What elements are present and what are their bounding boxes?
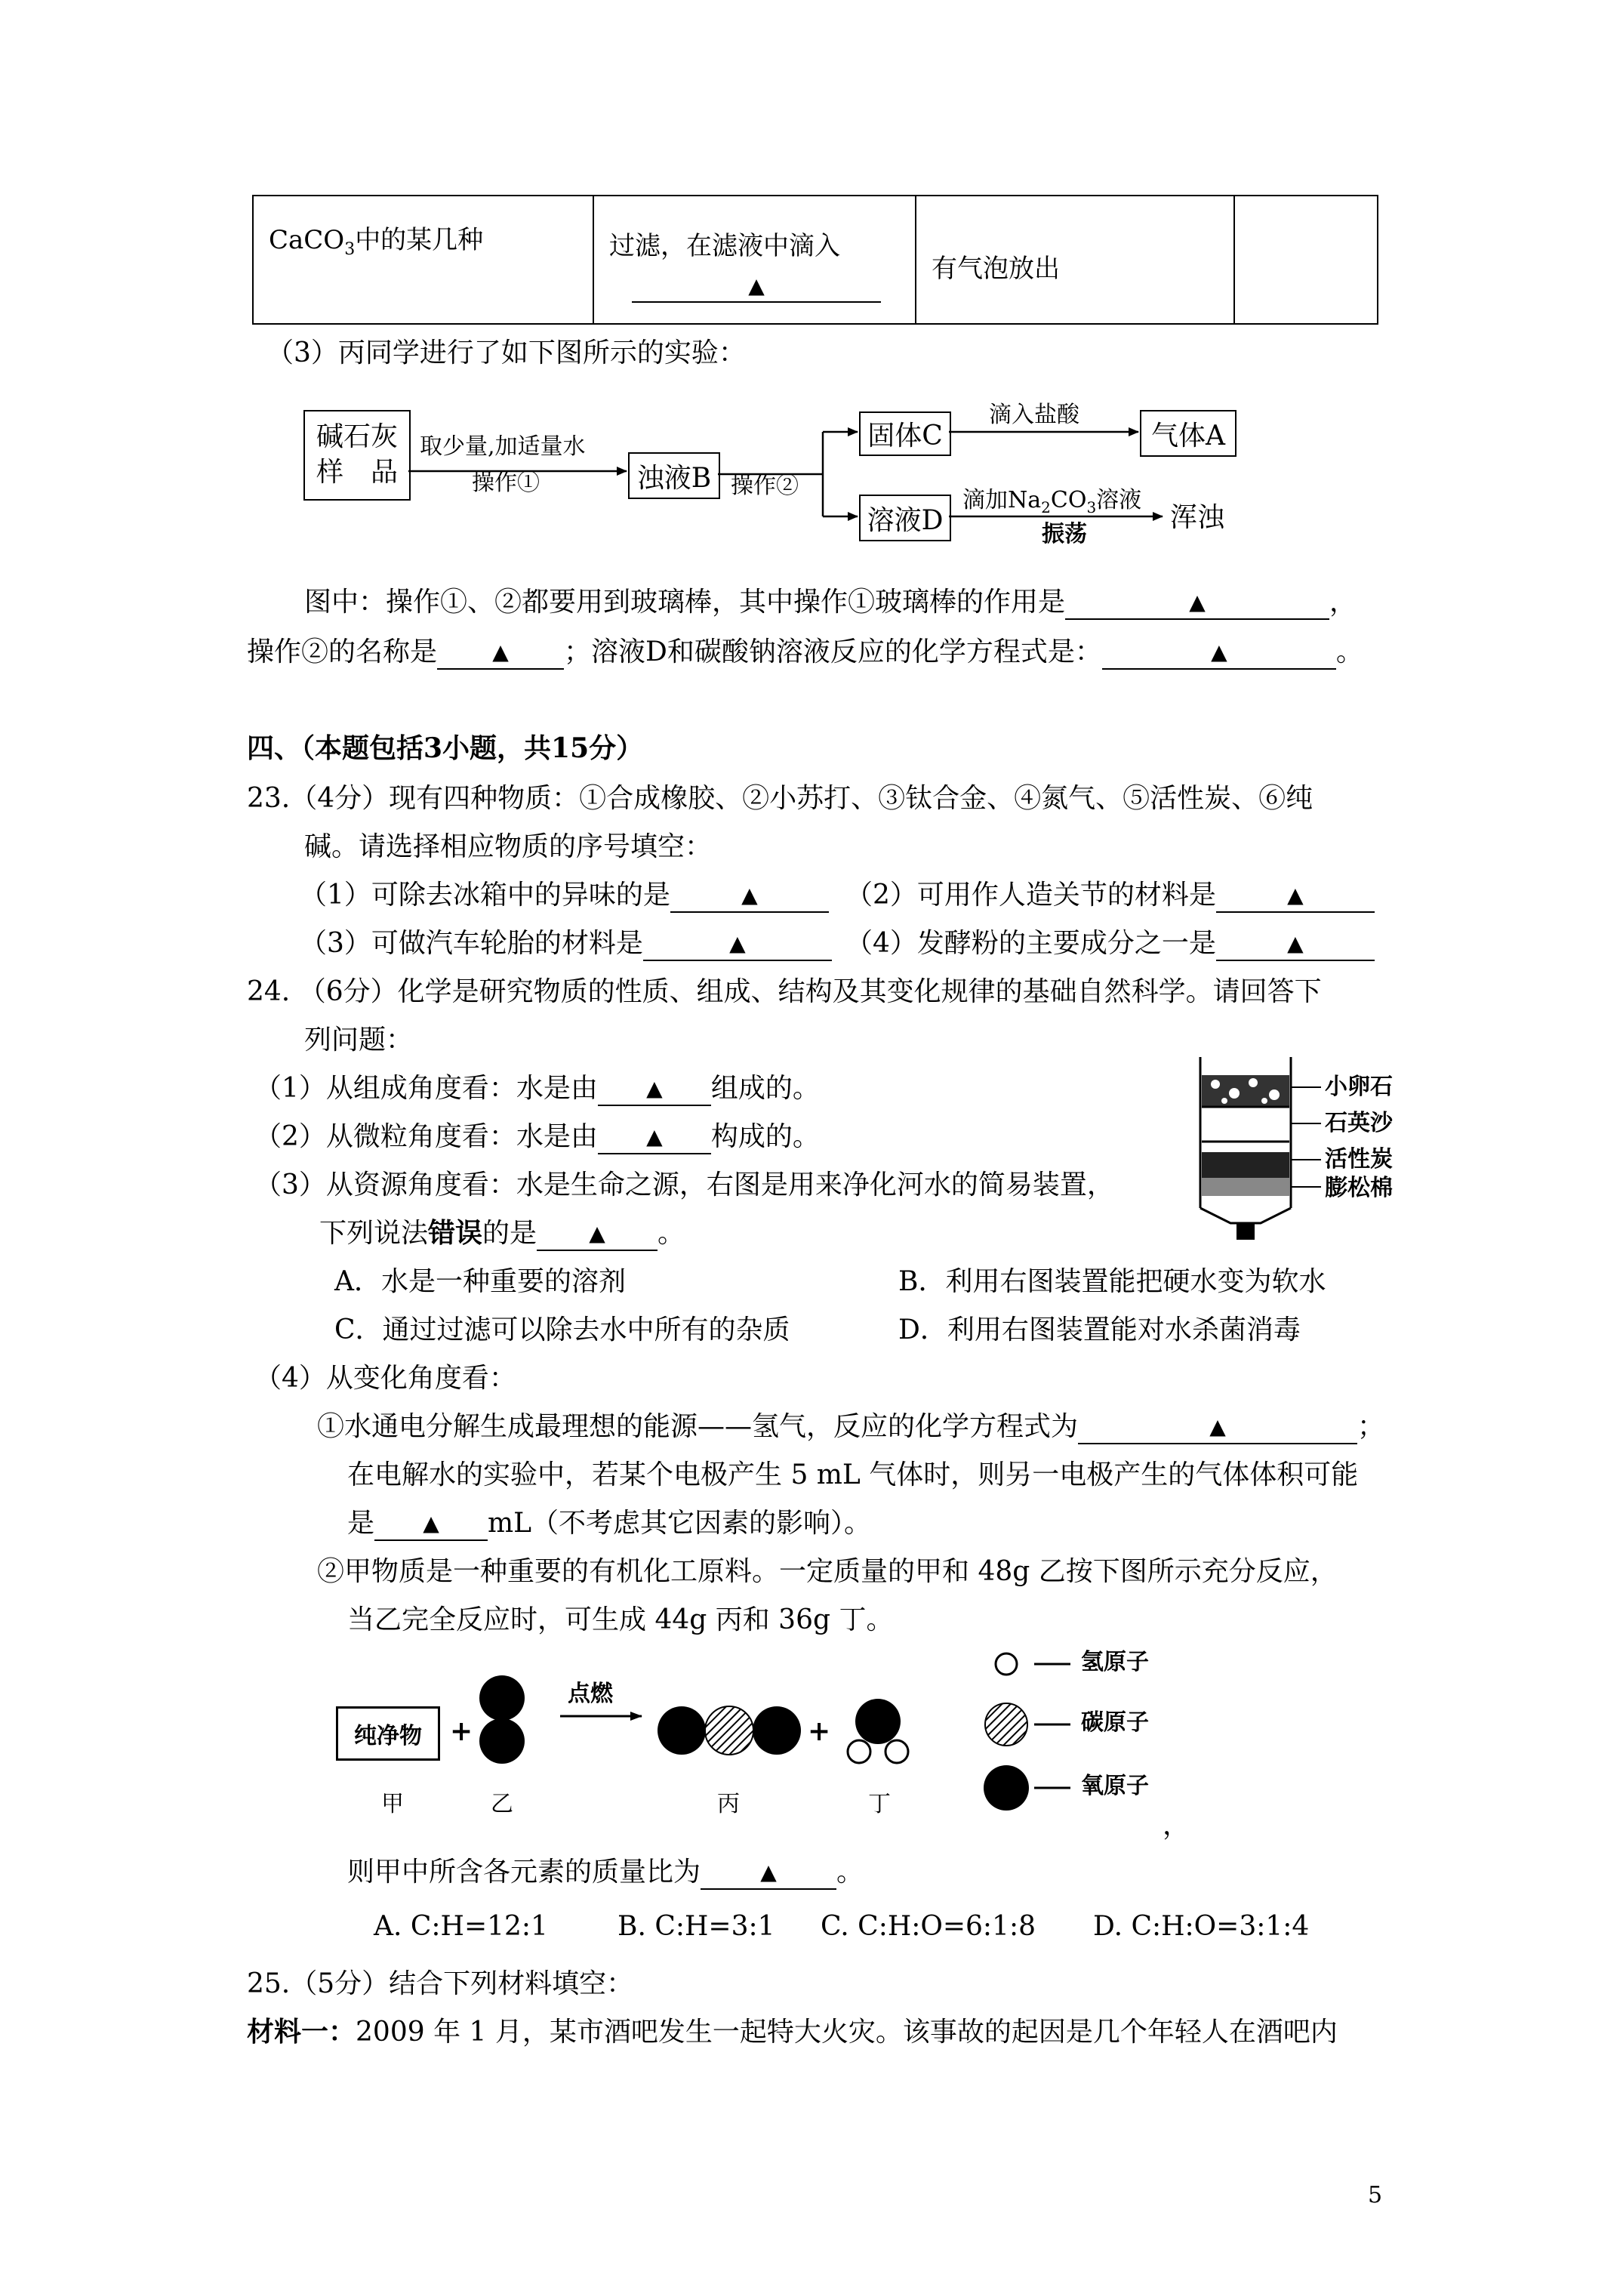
flow-question-line1: 图中：操作①、②都要用到玻璃棒，其中操作①玻璃棒的作用是 ▲ ，: [304, 586, 1357, 620]
q24-reaction-line2: 当乙完全反应时，可生成 44g 丙和 36g 丁。: [347, 1604, 894, 1635]
q24-part3-line1: （3）从资源角度看：水是生命之源，右图是用来净化河水的简易装置，: [254, 1170, 1114, 1200]
q24-option-b: B．利用右图装置能把硬水变为软水: [898, 1266, 1326, 1297]
legend-oxygen: 氧原子: [1081, 1773, 1149, 1799]
q24-ratio-option-b: B. C:H=3:1: [617, 1911, 775, 1942]
q24-option-a: A．水是一种重要的溶剂: [334, 1266, 626, 1297]
q24-option-c: C．通过过滤可以除去水中所有的杂质: [334, 1314, 790, 1345]
q24-line2: 列问题：: [304, 1025, 414, 1056]
filter-label-pebbles: 小卵石: [1325, 1074, 1393, 1100]
solid-c-box: 固体C: [859, 411, 951, 456]
q24-electrolysis-line2: 在电解水的实验中，若某个电极产生 5 mL 气体时，则另一电极产生的气体体积可能: [347, 1459, 1359, 1490]
label-jia: 甲: [381, 1791, 404, 1817]
label-yi: 乙: [491, 1791, 513, 1817]
op1-top-label: 取少量,加适量水: [420, 433, 586, 460]
q24-electrolysis-line3: 是 ▲ mL（不考虑其它因素的影响）。: [347, 1507, 871, 1541]
q25-line1: 25.（5分）结合下列材料填空：: [247, 1968, 634, 1999]
plus-sign-1: +: [450, 1715, 473, 1747]
op2-label: 操作②: [731, 473, 799, 499]
flow-arrows: [0, 0, 1623, 604]
legend-carbon: 碳原子: [1081, 1709, 1149, 1736]
q23-sub1: （1）可除去冰箱中的异味的是 ▲: [300, 879, 829, 913]
legend-hydrogen: 氢原子: [1081, 1649, 1149, 1675]
label-ding: 丁: [868, 1791, 891, 1817]
q25-line2: 材料一：2009 年 1 月，某市酒吧发生一起特大火灾。该事故的起因是几个年轻人在酒吧内: [247, 2016, 1338, 2048]
q24-part2: （2）从微粒角度看：水是由 ▲ 构成的。: [254, 1120, 820, 1154]
filter-label-carbon: 活性炭: [1325, 1146, 1393, 1173]
gas-a-box: 气体A: [1140, 410, 1236, 457]
q24-electrolysis-line1: ①水通电分解生成最理想的能源——氢气，反应的化学方程式为 ▲ ；: [317, 1410, 1384, 1444]
cloudy-label: 浑浊: [1170, 502, 1225, 533]
legend-comma: ，: [1163, 1810, 1190, 1841]
flow-question-line2: 操作②的名称是 ▲ ；溶液D和碳酸钠溶液反应的化学方程式是： ▲ 。: [247, 636, 1363, 670]
add-na2co3-label: 滴加$Na_2CO_3$溶液: [962, 487, 1142, 516]
op1-bottom-label: 操作①: [472, 470, 540, 496]
q24-ratio-option-c: C. C:H:O=6:1:8: [821, 1911, 1036, 1942]
q24-part4: （4）从变化角度看：: [254, 1363, 516, 1394]
pure-substance-box: 纯净物: [336, 1706, 440, 1761]
q24-line1: 24. （6分）化学是研究物质的性质、组成、结构及其变化规律的基础自然科学。请回答下: [247, 976, 1322, 1007]
q23-sub4: （4）发酵粉的主要成分之一是 ▲: [845, 927, 1375, 961]
filter-label-sand: 石英沙: [1325, 1110, 1393, 1136]
ignite-label: 点燃: [568, 1681, 613, 1707]
molecule-drawing: [0, 1646, 1623, 1842]
q3-intro: （3）丙同学进行了如下图所示的实验：: [266, 337, 746, 368]
q24-part1: （1）从组成角度看：水是由 ▲ 组成的。: [254, 1072, 820, 1106]
label-bing: 丙: [717, 1791, 740, 1817]
drip-hcl-label: 滴入盐酸: [989, 402, 1079, 428]
q23-line2: 碱。请选择相应物质的序号填空：: [304, 831, 713, 862]
filter-label-cotton: 膨松棉: [1325, 1175, 1393, 1201]
shake-label: 振荡: [1042, 521, 1087, 547]
q23-line1: 23.（4分）现有四种物质：①合成橡胶、②小苏打、③钛合金、④氮气、⑤活性炭、⑥纯: [247, 783, 1313, 814]
q23-sub3: （3）可做汽车轮胎的材料是 ▲: [300, 927, 832, 961]
table-cell-substance: CaCO$_3$中的某几种: [253, 196, 593, 324]
q24-ratio-option-a: A. C:H=12:1: [374, 1911, 548, 1942]
table-cell-operation: 过滤，在滤液中滴入 ▲: [593, 196, 916, 324]
solution-d-box: 溶液D: [859, 495, 951, 541]
turbid-b-box: 浊液B: [628, 452, 720, 499]
q24-option-d: D．利用右图装置能对水杀菌消毒: [898, 1314, 1301, 1345]
page-number: 5: [1368, 2182, 1383, 2208]
q24-reaction-line1: ②甲物质是一种重要的有机化工原料。一定质量的甲和 48g 乙按下图所示充分反应，: [317, 1556, 1338, 1587]
section-4-heading: 四、（本题包括3小题，共15分）: [247, 732, 644, 764]
sample-box: 碱石灰 样 品: [303, 410, 411, 501]
q24-ratio-question: 则甲中所含各元素的质量比为 ▲ 。: [347, 1856, 864, 1890]
q23-sub2: （2）可用作人造关节的材料是 ▲: [845, 879, 1375, 913]
plus-sign-2: +: [808, 1715, 831, 1747]
table-cell-phenomenon: 有气泡放出: [916, 196, 1234, 324]
q24-part3-line2: 下列说法错误的是 ▲ 。: [319, 1217, 685, 1251]
q24-ratio-option-d: D. C:H:O=3:1:4: [1093, 1911, 1310, 1942]
